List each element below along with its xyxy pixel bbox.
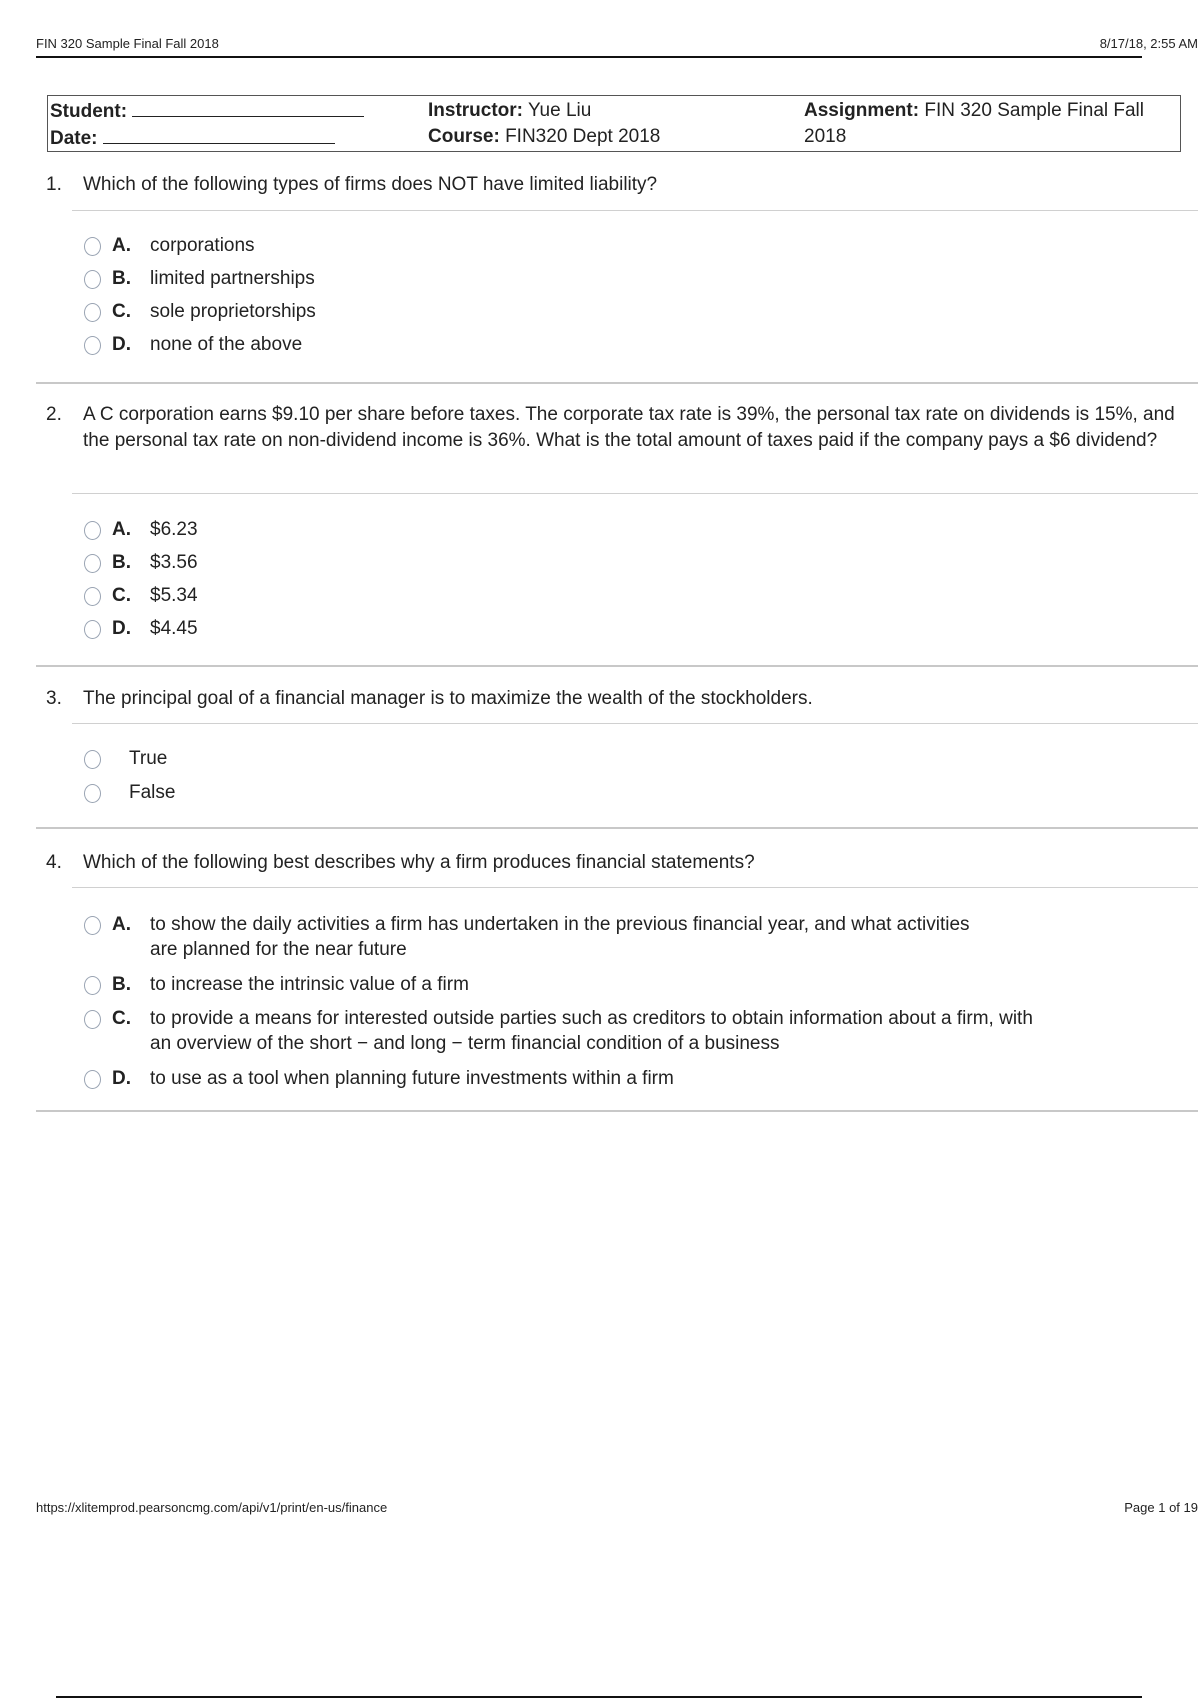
question-text <box>46 850 1198 876</box>
answer-options <box>84 746 1198 814</box>
option-letter: B. <box>112 552 131 573</box>
course-label: Course: <box>428 126 500 147</box>
option-text: limited partnerships <box>150 268 315 289</box>
option-letter: A. <box>112 235 131 256</box>
instructor-label: Instructor: <box>428 100 523 121</box>
option-text: False <box>129 782 176 803</box>
question-text <box>46 172 1198 198</box>
radio-button-icon[interactable] <box>84 916 101 935</box>
option-text: to show the daily activities a firm has undertaken in the previous financial year, and what activities are planned for the near future <box>150 914 970 960</box>
question-end-divider <box>36 382 1198 384</box>
option-false[interactable] <box>84 780 1198 814</box>
radio-button-icon[interactable] <box>84 976 101 995</box>
option-text: corporations <box>150 235 255 256</box>
question-end-divider <box>36 665 1198 667</box>
option-b[interactable] <box>84 266 1198 299</box>
question-end-divider <box>36 1110 1198 1112</box>
radio-button-icon[interactable] <box>84 750 101 769</box>
option-c[interactable] <box>84 583 1198 616</box>
course-value: FIN320 Dept 2018 <box>505 126 661 147</box>
option-text: to increase the intrinsic value of a firm <box>150 974 469 995</box>
option-c[interactable] <box>84 299 1198 332</box>
option-letter: A. <box>112 914 131 935</box>
question-number: 2. <box>46 404 62 425</box>
option-text: $3.56 <box>150 552 198 573</box>
course-info <box>428 98 660 150</box>
option-letter: A. <box>112 519 131 540</box>
print-header <box>36 36 1198 58</box>
option-a[interactable] <box>84 517 1198 550</box>
page-number: Page 1 of 19 <box>1124 1500 1198 1515</box>
assignment-value: FIN 320 Sample Final Fall 2018 <box>804 100 1145 147</box>
question-end-divider <box>36 827 1198 829</box>
question-text <box>46 686 1198 712</box>
instructor-value: Yue Liu <box>527 100 592 121</box>
option-letter: C. <box>112 585 131 606</box>
footer-divider <box>56 1696 1142 1698</box>
option-letter: D. <box>112 1068 131 1089</box>
radio-button-icon[interactable] <box>84 1070 101 1089</box>
question-prompt: A C corporation earns $9.10 per share before taxes. The corporate tax rate is 39%, the personal tax rate on dividends is 15%, and the personal tax rate on non-dividend income is 36%. What is the total amount of taxes paid if the company pays a $6 dividend? <box>83 404 1175 451</box>
answer-options <box>84 912 1198 1100</box>
option-letter: B. <box>112 974 131 995</box>
option-letter: C. <box>112 301 131 322</box>
header-divider <box>36 56 1142 58</box>
option-text: $6.23 <box>150 519 198 540</box>
document-title: FIN 320 Sample Final Fall 2018 <box>36 36 219 51</box>
radio-button-icon[interactable] <box>84 336 101 355</box>
option-d[interactable] <box>84 616 1198 649</box>
answer-options <box>84 517 1198 649</box>
option-text: none of the above <box>150 334 303 355</box>
option-a[interactable] <box>84 912 1198 972</box>
option-text: $4.45 <box>150 618 198 639</box>
student-label: Student: <box>50 101 128 122</box>
option-c[interactable] <box>84 1006 1198 1066</box>
option-text: sole proprietorships <box>150 301 316 322</box>
question-number: 3. <box>46 688 62 709</box>
assignment-label: Assignment: <box>804 100 920 121</box>
option-text: to provide a means for interested outside parties such as creditors to obtain information about a firm, with an overview of the short − and long − term financial condition of a business <box>150 1008 1033 1054</box>
option-text: $5.34 <box>150 585 198 606</box>
question-divider <box>72 493 1198 494</box>
question-prompt: Which of the following best describes why a firm produces financial statements? <box>83 852 755 873</box>
option-d[interactable] <box>84 1066 1198 1100</box>
radio-button-icon[interactable] <box>84 521 101 540</box>
radio-button-icon[interactable] <box>84 1010 101 1029</box>
question-number: 1. <box>46 174 62 195</box>
question-divider <box>72 723 1198 724</box>
question-divider <box>72 887 1198 888</box>
print-datetime: 8/17/18, 2:55 AM <box>1099 36 1198 51</box>
question-divider <box>72 210 1198 211</box>
option-letter: B. <box>112 268 131 289</box>
option-b[interactable] <box>84 972 1198 1006</box>
radio-button-icon[interactable] <box>84 784 101 803</box>
date-blank <box>103 125 335 144</box>
radio-button-icon[interactable] <box>84 554 101 573</box>
option-letter: C. <box>112 1008 131 1029</box>
student-blank <box>132 98 364 117</box>
option-b[interactable] <box>84 550 1198 583</box>
date-label: Date: <box>50 128 98 149</box>
answer-options <box>84 233 1198 365</box>
question-text <box>46 402 1198 454</box>
question-prompt: The principal goal of a financial manager is to maximize the wealth of the stockholders. <box>83 688 813 709</box>
assignment-info-box <box>47 95 1181 152</box>
student-info <box>50 98 364 152</box>
source-url: https://xlitemprod.pearsoncmg.com/api/v1/print/en-us/finance <box>36 1500 388 1515</box>
radio-button-icon[interactable] <box>84 270 101 289</box>
assignment-info <box>804 98 1179 150</box>
option-text: to use as a tool when planning future investments within a firm <box>150 1068 674 1089</box>
radio-button-icon[interactable] <box>84 620 101 639</box>
radio-button-icon[interactable] <box>84 303 101 322</box>
radio-button-icon[interactable] <box>84 587 101 606</box>
option-d[interactable] <box>84 332 1198 365</box>
option-true[interactable] <box>84 746 1198 780</box>
option-letter: D. <box>112 334 131 355</box>
radio-button-icon[interactable] <box>84 237 101 256</box>
question-number: 4. <box>46 852 62 873</box>
option-letter: D. <box>112 618 131 639</box>
question-prompt: Which of the following types of firms does NOT have limited liability? <box>83 174 658 195</box>
option-text: True <box>129 748 168 769</box>
option-a[interactable] <box>84 233 1198 266</box>
